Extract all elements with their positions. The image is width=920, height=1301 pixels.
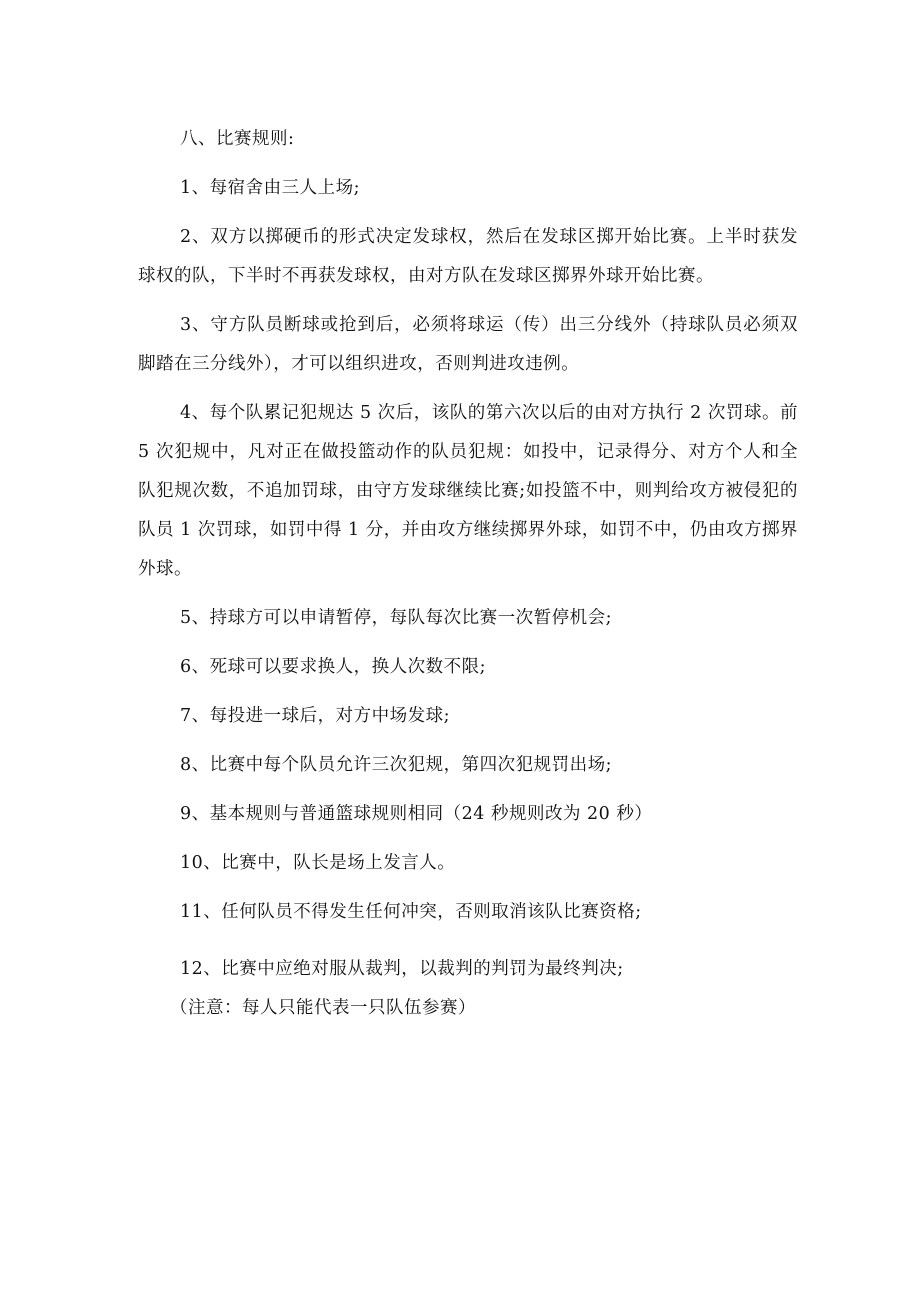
rule-2: 2、双方以掷硬币的形式决定发球权，然后在发球区掷开始比赛。上半时获发球权的队，下半时不再获发球权，由对方队在发球区掷界外球开始比赛。 [138,227,798,286]
rule-8: 8、比赛中每个队员允许三次犯规，第四次犯规罚出场; [180,755,613,775]
rule-5: 5、持球方可以申请暂停，每队每次比赛一次暂停机会; [180,608,613,628]
rule-9: 9、基本规则与普通篮球规则相同（24 秒规则改为 20 秒） [180,804,653,824]
document-body [138,120,798,1028]
note: （注意：每人只能代表一只队伍参赛） [170,998,476,1018]
rule-11: 11、任何队员不得发生任何冲突，否则取消该队比赛资格; [180,902,642,922]
section-heading: 八、比赛规则: [180,129,295,149]
rule-12: 12、比赛中应绝对服从裁判，以裁判的判罚为最终判决; [180,959,624,979]
rule-4: 4、每个队累记犯规达 5 次后，该队的第六次以后的由对方执行 2 次罚球。前 5 次犯规中，凡对正在做投篮动作的队员犯规：如投中，记录得分、对方个人和全队犯规次数，不追加罚球，由守方发球继续比赛;如投篮不中，则判给攻方被侵犯的队员 1 次罚球，如罚中得 1 分，并由攻方继续掷界外球，如罚不中，仍由攻方掷界外球。 [138,403,798,579]
rule-3: 3、守方队员断球或抢到后，必须将球运（传）出三分线外（持球队员必须双脚踏在三分线外），才可以组织进攻，否则判进攻违例。 [138,315,798,374]
rule-1: 1、每宿舍由三人上场; [180,178,361,198]
rule-7: 7、每投进一球后，对方中场发球; [180,706,451,726]
rule-10: 10、比赛中，队长是场上发言人。 [180,853,456,873]
rule-6: 6、死球可以要求换人，换人次数不限; [180,657,487,677]
